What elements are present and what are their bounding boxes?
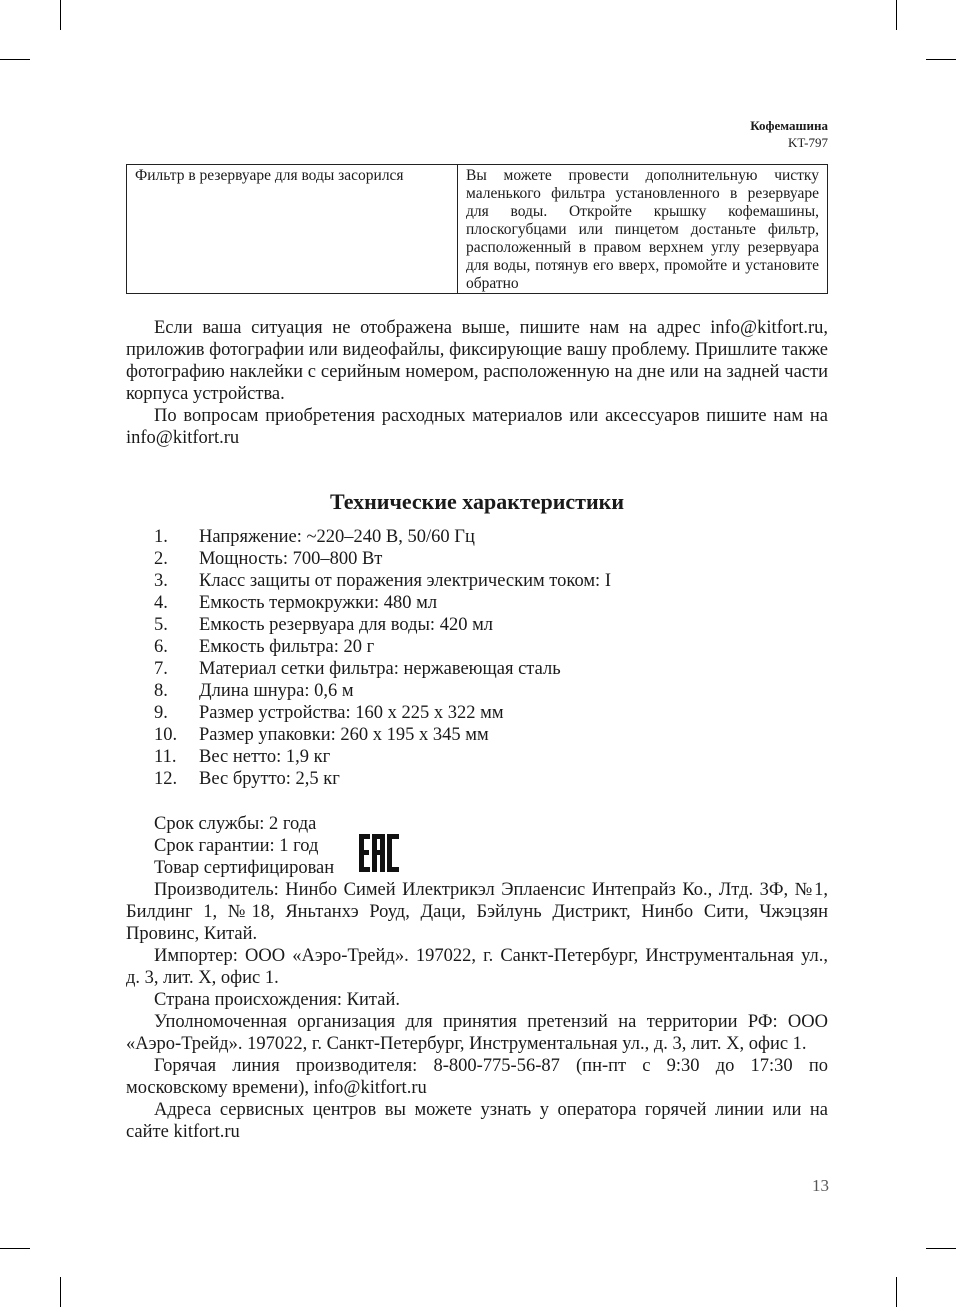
- product-info: [126, 813, 828, 1143]
- list-text: Напряжение: ~220–240 В, 50/60 Гц: [199, 527, 475, 547]
- list-item: [154, 636, 611, 658]
- list-number: 8.: [154, 681, 168, 701]
- crop-mark: [60, 0, 61, 30]
- section-title: Технические характеристики: [329, 489, 625, 514]
- warranty: Срок гарантии: 1 год: [154, 836, 319, 856]
- table-row: [127, 165, 828, 294]
- list-number: 6.: [154, 637, 168, 657]
- list-item: [154, 724, 611, 746]
- list-number: 3.: [154, 571, 168, 591]
- list-text: Вес нетто: 1,9 кг: [199, 747, 331, 767]
- list-number: 2.: [154, 549, 168, 569]
- list-text: Материал сетки фильтра: нержавеющая сталь: [199, 659, 561, 679]
- contact-paragraph: Если ваша ситуация не отображена выше, пишите нам на адрес info@kitfort.ru, приложив фотографии или видеофайлы, фиксирующие вашу проблему. Пришлите также фотографию наклейки с серийным номером, расположенную на дне или на задней части корпуса устройства.: [126, 318, 828, 404]
- solution-cell: Вы можете провести дополнительную чистку маленького фильтра установленного в резервуаре для воды. Откройте крышку кофемашины, плоскогубцами или пинцетом достаньте фильтр, расположенный в правом верхнем углу резервуара для воды, потянув его вверх, промойте и установите обратно: [458, 165, 828, 294]
- page-number: 13: [812, 1176, 829, 1195]
- specs-list: [154, 526, 611, 790]
- list-number: 10.: [154, 725, 178, 745]
- certified: Товар сертифицирован: [154, 858, 335, 878]
- importer: Импортер: ООО «Аэро-Трейд». 197022, г. Санкт-Петербург, Инструментальная ул., д. 3, лит. Х, офис 1.: [126, 946, 828, 988]
- list-text: Емкость резервуара для воды: 420 мл: [199, 615, 494, 635]
- list-item: [154, 658, 611, 680]
- list-text: Емкость термокружки: 480 мл: [199, 593, 438, 613]
- list-text: Емкость фильтра: 20 г: [199, 637, 375, 657]
- contact-paragraph: По вопросам приобретения расходных материалов или аксессуаров пишите нам на info@kitfort.ru: [126, 406, 828, 448]
- troubleshooting-table: [126, 164, 828, 294]
- contact-info: [126, 317, 828, 449]
- crop-mark: [60, 1277, 61, 1307]
- list-number: 7.: [154, 659, 168, 679]
- list-number: 4.: [154, 593, 168, 613]
- manufacturer: Производитель: Нинбо Симей Илектрикэл Эплаенсис Интепрайз Ко., Лтд. 3Ф, №1, Билдинг 1, №18, Яньтанхэ Роуд, Даци, Бэйлунь Дистрикт, Нинбо Сити, Чжэцзян Провинс, Китай.: [126, 880, 828, 944]
- list-number: 11.: [154, 747, 177, 767]
- service-centers: Адреса сервисных центров вы можете узнать у оператора горячей линии или на сайте kitfort.ru: [126, 1100, 828, 1142]
- list-text: Класс защиты от поражения электрическим током: I: [199, 571, 611, 591]
- crop-mark: [926, 59, 956, 60]
- list-item: [154, 570, 611, 592]
- list-number: 12.: [154, 769, 178, 789]
- list-item: [154, 614, 611, 636]
- list-item: [154, 702, 611, 724]
- crop-mark: [896, 0, 897, 30]
- crop-mark: [0, 59, 30, 60]
- authorized-org: Уполномоченная организация для принятия претензий на территории РФ: ООО «Аэро-Трейд». 197022, г. Санкт-Петербург, Инструментальная ул., д. 3, лит. Х, офис 1.: [126, 1012, 828, 1054]
- origin: Страна происхождения: Китай.: [154, 990, 400, 1010]
- list-text: Мощность: 700–800 Вт: [199, 549, 383, 569]
- service-life: Срок службы: 2 года: [154, 814, 317, 834]
- list-number: 1.: [154, 527, 168, 547]
- list-text: Размер упаковки: 260 x 195 x 345 мм: [199, 725, 489, 745]
- problem-cell: Фильтр в резервуаре для воды засорился: [127, 165, 458, 294]
- list-text: Вес брутто: 2,5 кг: [199, 769, 340, 789]
- running-header: [750, 117, 828, 151]
- crop-mark: [0, 1248, 30, 1249]
- list-item: [154, 746, 611, 768]
- hotline: Горячая линия производителя: 8-800-775-56-87 (пн-пт с 9:30 до 17:30 по московскому времени), info@kitfort.ru: [126, 1056, 828, 1098]
- list-number: 9.: [154, 703, 168, 723]
- crop-mark: [926, 1248, 956, 1249]
- crop-mark: [896, 1277, 897, 1307]
- list-item: [154, 680, 611, 702]
- list-text: Длина шнура: 0,6 м: [199, 681, 354, 701]
- list-item: [154, 768, 611, 790]
- list-text: Размер устройства: 160 x 225 x 322 мм: [199, 703, 504, 723]
- list-item: [154, 548, 611, 570]
- header-product: Кофемашина: [750, 118, 828, 133]
- list-item: [154, 592, 611, 614]
- list-number: 5.: [154, 615, 168, 635]
- list-item: [154, 526, 611, 548]
- eac-certification-icon: [358, 833, 400, 873]
- header-model: KT-797: [788, 135, 828, 150]
